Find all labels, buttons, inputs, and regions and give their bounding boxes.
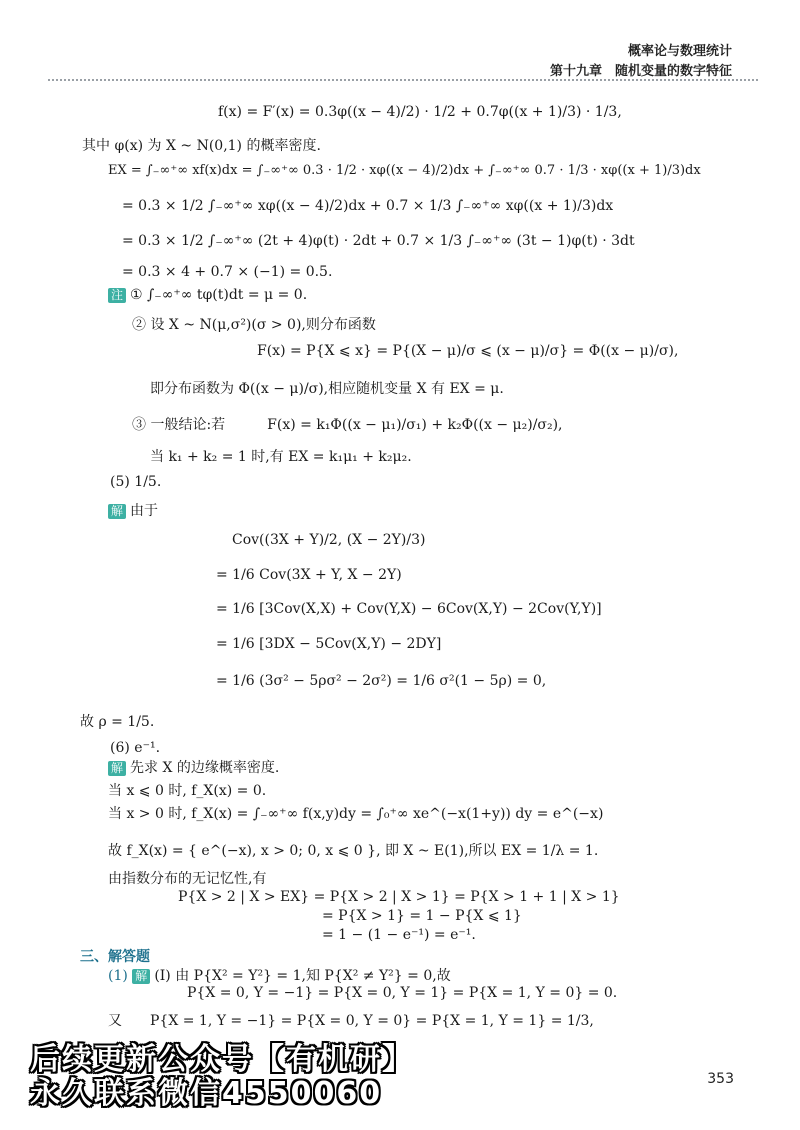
page-number: 353: [707, 1071, 734, 1087]
formula-line: 又 P{X = 1, Y = −1} = P{X = 0, Y = 0} = P{X = 1, Y = 1} = 1/3,: [108, 1013, 594, 1029]
formula-line: 当 x > 0 时, f_X(x) = ∫₋∞⁺∞ f(x,y)dy = ∫₀⁺∞ xe^(−x(1+y)) dy = e^(−x): [108, 806, 604, 822]
watermark-line-1: 后续更新公众号【有机研】: [30, 1042, 414, 1077]
formula-line: EX = ∫₋∞⁺∞ xf(x)dx = ∫₋∞⁺∞ 0.3 · 1/2 · xφ((x − 4)/2)dx + ∫₋∞⁺∞ 0.7 · 1/3 · xφ((x + 1)/3)dx: [108, 163, 701, 178]
solution-badge: 解: [108, 761, 126, 776]
formula-line: = 0.3 × 4 + 0.7 × (−1) = 0.5.: [122, 264, 333, 280]
text-line: 其中 φ(x) 为 X ~ N(0,1) 的概率密度.: [82, 138, 321, 154]
note-line: [108, 287, 307, 303]
formula-line: 故 f_X(x) = { e^(−x), x > 0; 0, x ⩽ 0 }, 即 X ~ E(1),所以 EX = 1/λ = 1.: [108, 843, 599, 859]
formula-line: = 0.3 × 1/2 ∫₋∞⁺∞ xφ((x − 4)/2)dx + 0.7 × 1/3 ∫₋∞⁺∞ xφ((x + 1)/3)dx: [122, 198, 614, 214]
header-divider: [48, 79, 758, 81]
problem-number: (1): [108, 968, 128, 984]
formula-line: = 1/6 (3σ² − 5ρσ² − 2σ²) = 1/6 σ²(1 − 5ρ) = 0,: [216, 673, 547, 689]
section-heading: 三、解答题: [80, 949, 150, 965]
solution-text: (Ⅰ) 由 P{X² = Y²} = 1,知 P{X² ≠ Y²} = 0,故: [154, 968, 451, 984]
formula-line: P{X = 0, Y = −1} = P{X = 0, Y = 1} = P{X = 1, Y = 0} = 0.: [187, 985, 618, 1001]
note-text: ① ∫₋∞⁺∞ tφ(t)dt = μ = 0.: [130, 287, 308, 303]
solution-line: [108, 757, 279, 777]
formula-line: Cov((3X + Y)/2, (X − 2Y)/3): [232, 532, 426, 548]
formula-line: 当 k₁ + k₂ = 1 时,有 EX = k₁μ₁ + k₂μ₂.: [150, 449, 412, 465]
formula-line: P{X > 2 | X > EX} = P{X > 2 | X > 1} = P{X > 1 + 1 | X > 1}: [178, 889, 620, 905]
formula-line: = 1 − (1 − e⁻¹) = e⁻¹.: [322, 927, 476, 943]
answer-line: (6) e⁻¹.: [110, 740, 161, 756]
solution-line: [108, 965, 451, 985]
solution-text: 先求 X 的边缘概率密度.: [130, 760, 280, 776]
formula-line: ③ 一般结论:若 F(x) = k₁Φ((x − μ₁)/σ₁) + k₂Φ((x − μ₂)/σ₂),: [132, 417, 563, 433]
formula-line: F(x) = P{X ⩽ x} = P{(X − μ)/σ ⩽ (x − μ)/σ} = Φ((x − μ)/σ),: [257, 343, 679, 359]
formula-line: = 1/6 [3DX − 5Cov(X,Y) − 2DY]: [216, 636, 442, 652]
solution-line: [108, 500, 158, 520]
text-line: 故 ρ = 1/5.: [80, 714, 155, 730]
solution-text: 由于: [130, 503, 159, 519]
formula-line: = 0.3 × 1/2 ∫₋∞⁺∞ (2t + 4)φ(t) · 2dt + 0.7 × 1/3 ∫₋∞⁺∞ (3t − 1)φ(t) · 3dt: [122, 233, 635, 249]
solution-badge: 解: [108, 504, 126, 519]
text-line: ② 设 X ~ N(μ,σ²)(σ > 0),则分布函数: [132, 317, 376, 333]
text-line: 由指数分布的无记忆性,有: [108, 871, 267, 887]
formula-line: = 1/6 Cov(3X + Y, X − 2Y): [216, 567, 402, 583]
formula-line: = P{X > 1} = 1 − P{X ⩽ 1}: [322, 908, 522, 924]
formula-line: f(x) = F′(x) = 0.3φ((x − 4)/2) · 1/2 + 0.7φ((x + 1)/3) · 1/3,: [218, 104, 622, 120]
solution-badge: 解: [132, 969, 150, 984]
formula-line: = 1/6 [3Cov(X,X) + Cov(Y,X) − 6Cov(X,Y) − 2Cov(Y,Y)]: [216, 601, 602, 617]
answer-line: (5) 1/5.: [110, 474, 162, 490]
text-line: 即分布函数为 Φ((x − μ)/σ),相应随机变量 X 有 EX = μ.: [150, 381, 504, 397]
note-badge: 注: [108, 288, 126, 303]
text-line: 当 x ⩽ 0 时, f_X(x) = 0.: [108, 783, 267, 799]
chapter-title: 第十九章 随机变量的数字特征: [549, 64, 732, 79]
watermark-line-2: 永久联系微信4550060: [30, 1076, 383, 1111]
book-title: 概率论与数理统计: [627, 44, 732, 59]
